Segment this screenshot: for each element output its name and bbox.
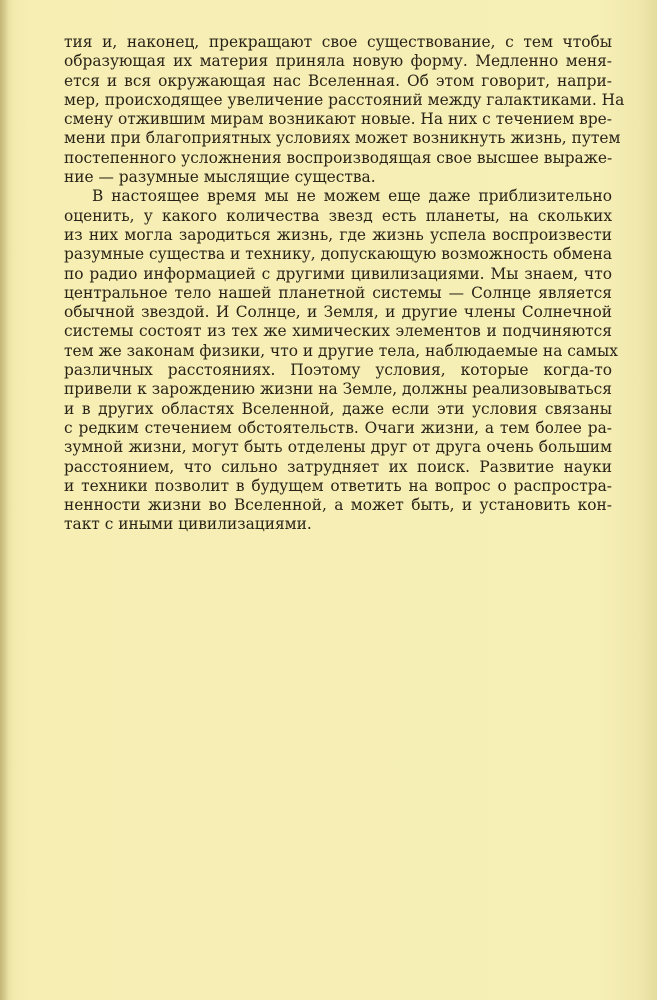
text-line: мер, происходящее увеличение расстояний между галактиками. На	[64, 90, 625, 109]
text-line: из них могла зародиться жизнь, где жизнь успела воспроизвести	[64, 225, 612, 244]
text-line: привели к зарождению жизни на Земле, должны реализовываться	[64, 380, 612, 399]
text-line: мени при благоприятных условиях может возникнуть жизнь, путем	[64, 129, 621, 148]
text-line: центральное тело нашей планетной системы — Солнце является	[64, 283, 612, 302]
text-line: ненности жизни во Вселенной, а может быть, и установить кон-	[64, 496, 612, 515]
text-line: В настоящее время мы не можем еще даже приблизительно	[92, 187, 612, 206]
text-line: различных расстояниях. Поэтому условия, которые когда-то	[64, 361, 612, 380]
text-line: такт с иными цивилизациями.	[64, 515, 312, 534]
text-line: с редким стечением обстоятельств. Очаги жизни, а тем более ра-	[64, 418, 612, 437]
text-line: обычной звездой. И Солнце, и Земля, и другие члены Солнечной	[64, 303, 612, 322]
text-line: оценить, у какого количества звезд есть планеты, на скольких	[64, 206, 612, 225]
text-line: и техники позволит в будущем ответить на вопрос о распростра-	[64, 476, 612, 495]
text-line: образующая их материя приняла новую форму. Медленно меня-	[64, 52, 612, 71]
text-line: ние — разумные мыслящие существа.	[64, 168, 376, 187]
text-line: тия и, наконец, прекращают свое существование, с тем чтобы	[64, 33, 612, 51]
text-line: разумные существа и технику, допускающую возможность обмена	[64, 245, 612, 264]
text-line: системы состоят из тех же химических элементов и подчиняются	[64, 322, 612, 341]
text-line: и в других областях Вселенной, даже если эти условия связаны	[64, 399, 612, 418]
text-line: ется и вся окружающая нас Вселенная. Об этом говорит, напри-	[64, 71, 612, 90]
text-line: зумной жизни, могут быть отделены друг от друга очень большим	[64, 438, 612, 457]
text-line: тем же законам физики, что и другие тела, наблюдаемые на самых	[64, 341, 618, 360]
text-line: смену отжившим мирам возникают новые. На них с течением вре-	[64, 110, 612, 129]
paragraph	[64, 33, 625, 187]
page-text	[64, 33, 625, 535]
text-line: постепенного усложнения воспроизводящая свое высшее выраже-	[64, 148, 613, 167]
text-line: по радио информацией с другими цивилизациями. Мы знаем, что	[64, 264, 612, 283]
text-line: расстоянием, что сильно затрудняет их поиск. Развитие науки	[64, 457, 612, 476]
paragraph	[64, 187, 618, 534]
